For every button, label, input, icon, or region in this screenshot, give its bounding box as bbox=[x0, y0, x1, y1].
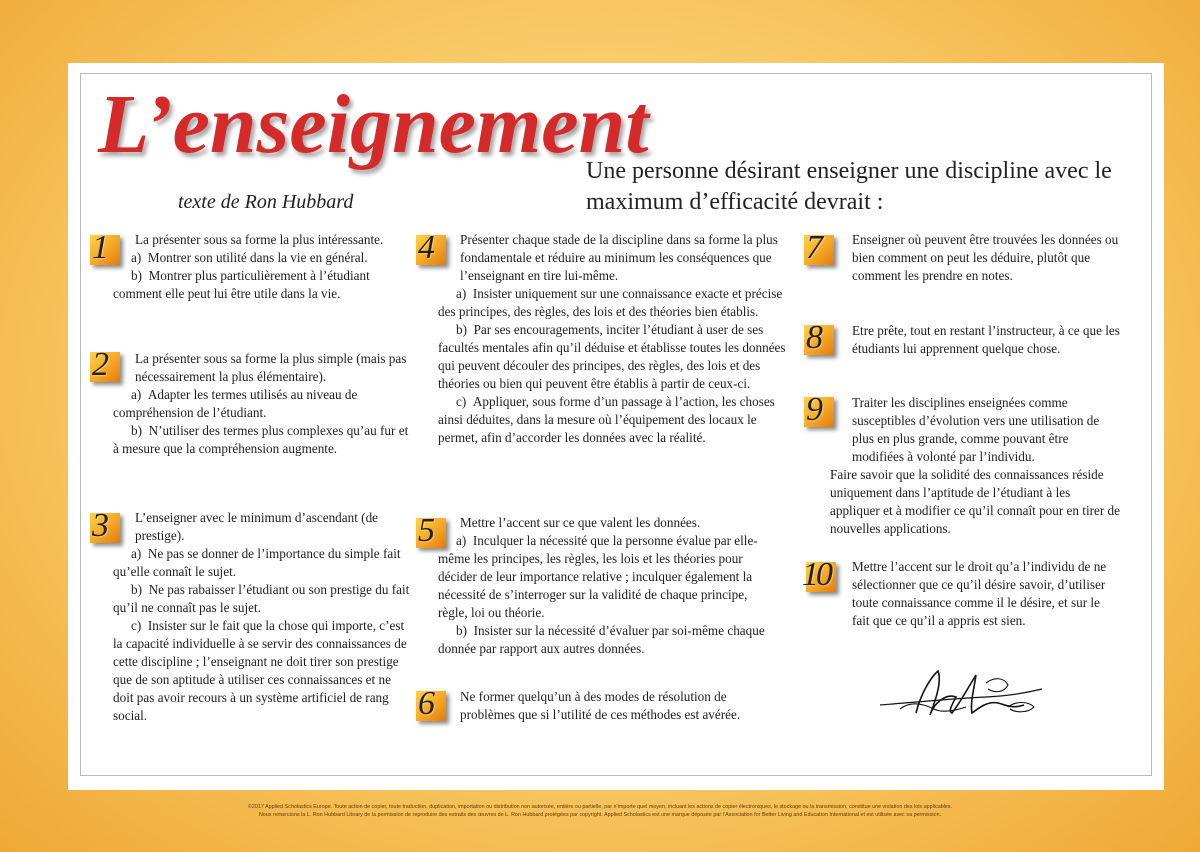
number-label-6: 6 bbox=[418, 685, 435, 722]
number-label-9: 9 bbox=[806, 391, 823, 428]
item-4-line-4: c) Appliquer, sous forme d’un passage à l’action, les choses ainsi déduites, dans la mesure où l’équipement des locaux le permet, afin d’accorder les données avec la réalité. bbox=[438, 394, 775, 445]
item-4-text bbox=[438, 231, 788, 447]
item-7-line-1: Enseigner où peuvent être trouvées les données ou bien comment on peut les déduire, plutôt que comment les prendre en notes. bbox=[852, 232, 1119, 283]
item-9-text bbox=[830, 394, 1120, 538]
number-label-3: 3 bbox=[92, 507, 109, 544]
item-8-line-1: Etre prête, tout en restant l’instructeur, à ce que les étudiants lui apprennent quelque chose. bbox=[852, 323, 1120, 356]
item-1-line-2: a) Montrer son utilité dans la vie en général. bbox=[131, 250, 368, 265]
number-label-5: 5 bbox=[418, 512, 435, 549]
copyright-footer bbox=[150, 803, 1050, 819]
number-label-8: 8 bbox=[806, 319, 823, 356]
number-label-7: 7 bbox=[806, 229, 823, 266]
item-10-text bbox=[830, 558, 1120, 630]
signature-image bbox=[876, 663, 1046, 725]
copyright-line-1: ©2017 Applied Scholastics Europe. Toute action de copier, toute traduction, duplication, importation ou distribution non autorisée, entière ou partielle, par n’importe quel moyen, incluant les actions de copier électroniques, le stockage ou la transmission, constitue une violation des lois applicables. bbox=[247, 804, 953, 810]
number-label-1: 1 bbox=[92, 229, 109, 266]
byline: texte de Ron Hubbard bbox=[178, 191, 354, 213]
item-3-text bbox=[113, 509, 410, 725]
item-9-line-2: Faire savoir que la solidité des connaissances réside uniquement dans l’aptitude de l’étudiant à les appliquer et à modifier ce qu’il connaît pour en tirer de nouvelles applications. bbox=[830, 467, 1121, 536]
item-8-text bbox=[852, 322, 1120, 358]
item-2-line-1: La présenter sous sa forme la plus simple (mais pas nécessairement la plus élémentaire). bbox=[135, 351, 407, 384]
item-5-line-1: Mettre l’accent sur ce que valent les données. bbox=[460, 515, 701, 530]
item-3-line-4: c) Insister sur le fait que la chose qui importe, c’est la capacité individuelle à se servir des connaissances de cette discipline ; l’enseignant ne doit tirer son prestige que de son aptitude à utiliser ces connaissances et ne doit pas avoir recours à un système artificiel de rang social. bbox=[113, 618, 407, 723]
item-4-line-3: b) Par ses encouragements, inciter l’étudiant à user de ses facultés mentales afin qu’il déduise et établisse toutes les données qui peuvent découler des principes, des règles, des lois et des théories ou bien qui peuvent être établis à partir de ceux-ci. bbox=[438, 322, 786, 391]
item-5-line-3: b) Insister sur la nécessité d’évaluer par soi-même chaque donnée par rapport aux autres données. bbox=[438, 623, 765, 656]
item-2-line-2: a) Adapter les termes utilisés au niveau de compréhension de l’étudiant. bbox=[113, 387, 358, 420]
item-4-line-2: a) Insister uniquement sur une connaissance exacte et précise des principes, des règles, des lois et des théories bien établis. bbox=[438, 286, 783, 319]
intro-text: Une personne désirant enseigner une discipline avec le maximum d’efficacité devrait : bbox=[586, 158, 1112, 215]
number-label-2: 2 bbox=[92, 346, 109, 383]
number-label-4: 4 bbox=[418, 229, 435, 266]
item-9-line-1: Traiter les disciplines enseignées comme susceptibles d’évolution vers une utilisation de plus en plus grande, comme pouvant être modifiées à volonté par l’individu. bbox=[852, 395, 1100, 464]
item-1-line-3: b) Montrer plus particulièrement à l’étudiant comment elle peut lui être utile dans la vie. bbox=[113, 268, 370, 301]
item-7-text bbox=[830, 231, 1120, 285]
item-2-line-3: b) N’utiliser des termes plus complexes qu’au fur et à mesure que la compréhension augmente. bbox=[113, 423, 409, 456]
item-10-line-1: Mettre l’accent sur le droit qu’a l’individu de ne sélectionner que ce qu’il désire savoir, d’utiliser toute connaissance comme il le désire, et sur le fait que ce qu’il a appris est sien. bbox=[852, 559, 1107, 628]
copyright-line-2: Nous remercions la L. Ron Hubbard Library de la permission de reproduire des extraits des œuvres de L. Ron Hubbard protégées par copyright. Applied Scholastics est une marque déposée par l’Association for Better Living and Education International et est utilisée avec sa permission. bbox=[258, 812, 942, 818]
item-6-text bbox=[460, 688, 780, 724]
item-3-line-2: a) Ne pas se donner de l’importance du simple fait qu’elle connaît le sujet. bbox=[113, 546, 401, 579]
page-title: L’enseignement bbox=[98, 78, 649, 171]
item-3-line-3: b) Ne pas rabaisser l’étudiant ou son prestige du fait qu’il ne connaît pas le sujet. bbox=[113, 582, 410, 615]
number-label-10: 10 bbox=[802, 556, 830, 593]
poster-panel bbox=[68, 63, 1164, 790]
item-4-line-1: Présenter chaque stade de la discipline dans sa forme la plus fondamentale et réduire au minimum les conséquences que l’enseignant en tire lui-même. bbox=[460, 232, 778, 283]
item-5-line-2: a) Inculquer la nécessité que la personne évalue par elle-même les principes, les règles, les lois et les théories pour décider de leur importance relative ; inculquer également la nécessité de s’interroger sur la validité de chaque principe, règle, loi ou théorie. bbox=[438, 533, 758, 620]
item-5-text bbox=[438, 514, 776, 658]
item-3-line-1: L’enseigner avec le minimum d’ascendant (de prestige). bbox=[135, 510, 379, 543]
item-1-line-1: La présenter sous sa forme la plus intéressante. bbox=[135, 232, 384, 247]
item-2-text bbox=[113, 350, 410, 458]
item-6-line-1: Ne former quelqu’un à des modes de résolution de problèmes que si l’utilité de ces méthodes est avérée. bbox=[460, 689, 741, 722]
item-1-text bbox=[113, 231, 410, 303]
